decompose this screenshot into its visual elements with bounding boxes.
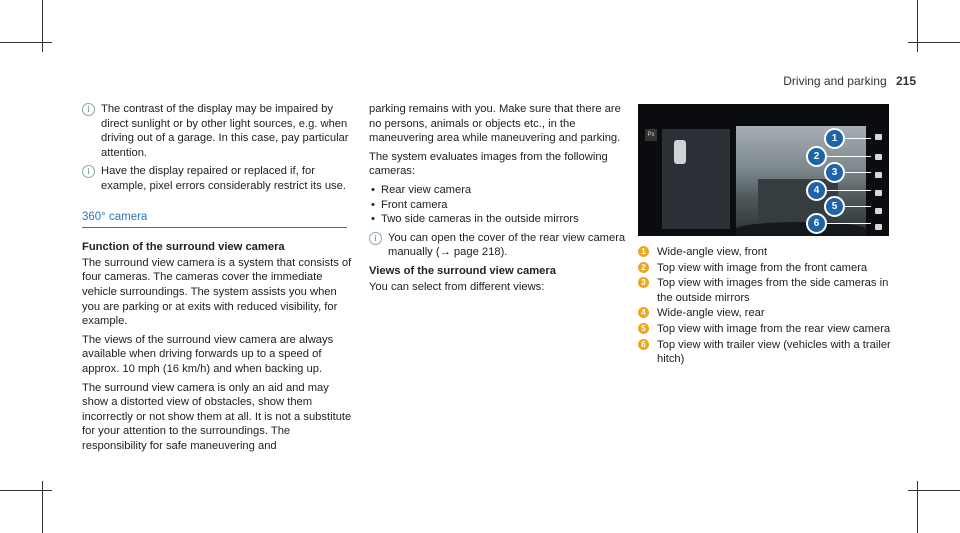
legend-text: Top view with images from the side cameras in the outside mirrors — [657, 277, 889, 304]
legend-number: 4 — [638, 307, 649, 318]
note — [369, 231, 627, 260]
view-icon — [875, 208, 882, 214]
screen-badge: Px — [645, 129, 657, 141]
column-2 — [369, 102, 627, 298]
vehicle-hood — [736, 222, 866, 236]
legend-item — [638, 261, 900, 276]
legend-number: 1 — [638, 246, 649, 257]
callout-line — [843, 138, 871, 139]
view-icon — [875, 224, 882, 230]
legend-number: 3 — [638, 277, 649, 288]
paragraph: The surround view camera is only an aid and may show a distorted view of obstacles, show them incorrectly or not show them at all. It is not a substitute for your attention to the surroundings. The responsibility for safe maneuvering and — [82, 381, 352, 452]
legend-text: Top view with image from the rear view camera — [657, 322, 891, 335]
legend-number: 5 — [638, 323, 649, 334]
subheading: Views of the surround view camera — [369, 264, 556, 277]
column-1 — [82, 102, 354, 457]
camera-display-figure — [638, 104, 889, 236]
subheading: Function of the surround view camera — [82, 241, 285, 254]
legend-item — [638, 338, 900, 367]
paragraph: The system evaluates images from the following cameras: — [369, 150, 608, 178]
crop-mark — [908, 42, 960, 43]
callout-line — [843, 172, 871, 173]
crop-mark — [917, 481, 918, 533]
view-icon — [875, 154, 882, 160]
callout-line — [825, 223, 871, 224]
view-icon — [875, 190, 882, 196]
callout-line — [825, 190, 871, 191]
crop-mark — [917, 0, 918, 52]
paragraph: The views of the surround view camera are always available when driving forwards up to a speed of approx. 10 mph (16 km/h) and when backing up. — [82, 333, 334, 375]
callout-2: 2 — [806, 146, 827, 167]
callout-line — [843, 206, 871, 207]
legend-number: 2 — [638, 262, 649, 273]
legend-text: Top view with trailer view (vehicles with a trailer hitch) — [657, 338, 891, 366]
list-item: • Two side cameras in the outside mirrors — [369, 212, 627, 227]
legend-text: Top view with image from the front camera — [657, 261, 868, 274]
view-selector-bar — [867, 114, 889, 236]
callout-4: 4 — [806, 180, 827, 201]
callout-3: 3 — [824, 162, 845, 183]
figure-legend — [638, 245, 900, 368]
paragraph: parking remains with you. Make sure that there are no persons, animals or objects etc., in the maneuvering area while maneuvering and parking. — [369, 103, 621, 145]
page-number: 215 — [895, 74, 916, 88]
legend-item — [638, 276, 900, 305]
paragraph: You can select from different views: — [369, 280, 545, 293]
legend-item — [638, 306, 900, 321]
info-icon: i — [82, 165, 95, 178]
note — [82, 164, 354, 193]
callout-5: 5 — [824, 196, 845, 217]
crop-mark — [42, 0, 43, 52]
legend-text: Wide-angle view, rear — [657, 307, 765, 320]
callout-1: 1 — [824, 128, 845, 149]
view-icon — [875, 172, 882, 178]
list-item: • Front camera — [369, 198, 627, 213]
info-icon: i — [82, 103, 95, 116]
list-item: • Rear view camera — [369, 183, 627, 198]
page-header — [783, 74, 916, 88]
note — [82, 102, 354, 160]
note-text: The contrast of the display may be impaired by direct sunlight or by other light sources, e.g. when driving out of a garage. In this case, pay particular attention. — [101, 103, 349, 159]
legend-number: 6 — [638, 339, 649, 350]
legend-item — [638, 245, 900, 260]
top-view-panel — [662, 129, 730, 229]
callout-line — [825, 156, 871, 157]
note-text: Have the display repaired or replaced if, for example, pixel errors considerably restrict its use. — [101, 165, 346, 192]
info-icon: i — [369, 232, 382, 245]
section-heading: 360° camera — [82, 210, 347, 229]
callout-6: 6 — [806, 213, 827, 234]
view-icon — [875, 134, 882, 140]
crop-mark — [0, 490, 52, 491]
crop-mark — [908, 490, 960, 491]
camera-list — [369, 183, 627, 227]
vehicle-icon — [674, 140, 686, 164]
legend-item — [638, 322, 900, 337]
crop-mark — [0, 42, 52, 43]
paragraph: The surround view camera is a system that consists of four cameras. The cameras cover the immediate vehicle surroundings. The system assists you when you are parking or at exits with reduced visibility, for example. — [82, 256, 352, 328]
crop-mark — [42, 481, 43, 533]
section-title: Driving and parking — [783, 74, 887, 88]
legend-text: Wide-angle view, front — [657, 246, 768, 258]
note-text: You can open the cover of the rear view camera manually (→ page 218). — [388, 231, 626, 259]
